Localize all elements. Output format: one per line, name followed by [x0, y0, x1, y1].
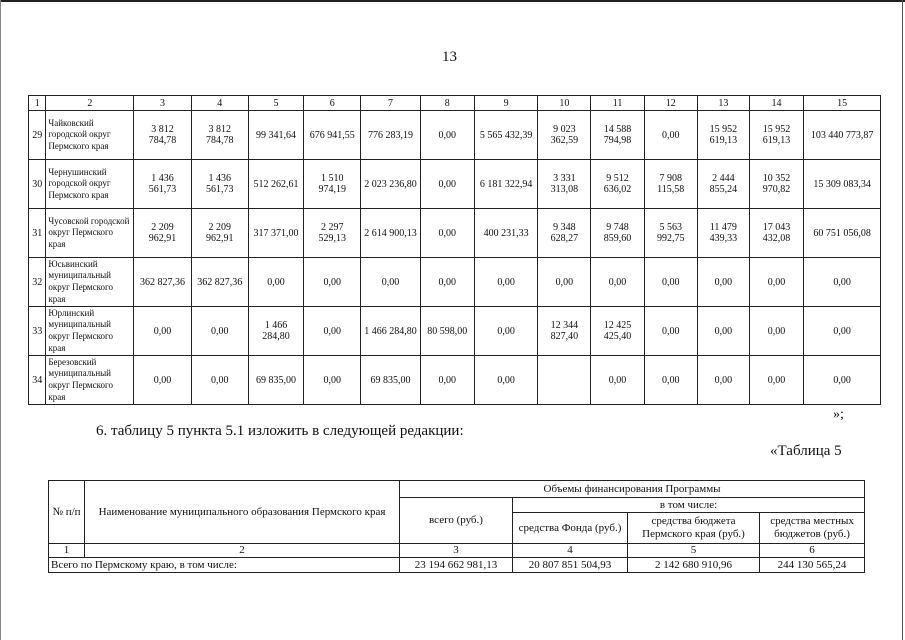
amount-cell: 0,00 — [644, 258, 697, 307]
table-row — [29, 356, 881, 405]
row-number: 31 — [29, 209, 46, 258]
amount-cell: 0,00 — [644, 111, 697, 160]
col-number-1: 1 — [49, 544, 85, 558]
table-row — [29, 307, 881, 356]
amount-cell: 0,00 — [191, 307, 248, 356]
amount-cell: 9 748 859,60 — [591, 209, 644, 258]
amount-cell: 3 331 313,08 — [538, 160, 591, 209]
amount-cell: 3 812 784,78 — [134, 111, 191, 160]
municipality-name: Юсьвинский муниципальный округ Пермского края — [46, 258, 134, 307]
col-header-local: средства местных бюджетов (руб.) — [760, 513, 865, 544]
col-header-including: в том числе: — [513, 498, 865, 513]
amount-cell: 0,00 — [804, 258, 881, 307]
table-5 — [48, 480, 865, 573]
table-title: «Таблица 5 — [770, 443, 842, 459]
amount-cell: 6 181 322,94 — [474, 160, 537, 209]
amount-cell: 103 440 773,87 — [804, 111, 881, 160]
amount-cell: 0,00 — [420, 160, 474, 209]
amount-cell: 2 297 529,13 — [304, 209, 361, 258]
municipality-name: Юрлинский муниципальный округ Пермского края — [46, 307, 134, 356]
amount-cell: 7 908 115,58 — [644, 160, 697, 209]
amount-cell: 9 023 362,59 — [538, 111, 591, 160]
amount-cell — [538, 356, 591, 405]
amount-cell: 14 588 794,98 — [591, 111, 644, 160]
amount-cell: 1 466 284,80 — [361, 307, 420, 356]
amount-cell: 0,00 — [304, 356, 361, 405]
col-number-5: 5 — [628, 544, 760, 558]
amount-cell: 0,00 — [304, 307, 361, 356]
amount-cell: 0,00 — [474, 258, 537, 307]
col-header-volume: Объемы финансирования Программы — [400, 481, 865, 498]
amount-cell: 12 425 425,40 — [591, 307, 644, 356]
row-number: 33 — [29, 307, 46, 356]
scan-left-edge — [0, 0, 1, 640]
amount-cell: 362 827,36 — [134, 258, 191, 307]
amount-cell: 0,00 — [591, 258, 644, 307]
amount-cell: 0,00 — [697, 307, 749, 356]
amount-cell: 2 444 855,24 — [697, 160, 749, 209]
amount-cell: 1 436 561,73 — [191, 160, 248, 209]
column-number: 7 — [361, 96, 420, 111]
col-number-4: 4 — [513, 544, 628, 558]
amount-cell: 512 262,61 — [248, 160, 303, 209]
col-header-name: Наименование муниципального образования Пермского края — [85, 481, 400, 544]
municipality-name: Березовский муниципальный округ Пермского края — [46, 356, 134, 405]
amount-cell: 15 952 619,13 — [697, 111, 749, 160]
amount-cell: 0,00 — [644, 356, 697, 405]
amount-cell: 0,00 — [420, 209, 474, 258]
row-number: 30 — [29, 160, 46, 209]
amount-cell: 5 563 992,75 — [644, 209, 697, 258]
amount-cell: 17 043 432,08 — [749, 209, 803, 258]
table-row — [29, 111, 881, 160]
col-number-6: 6 — [760, 544, 865, 558]
amount-cell: 2 023 236,80 — [361, 160, 420, 209]
amount-cell: 0,00 — [474, 356, 537, 405]
closing-quote: »; — [833, 407, 844, 422]
row-number: 34 — [29, 356, 46, 405]
col-header-regional: средства бюджета Пермского края (руб.) — [628, 513, 760, 544]
amount-cell: 10 352 970,82 — [749, 160, 803, 209]
amount-cell: 0,00 — [248, 258, 303, 307]
amount-cell: 5 565 432,39 — [474, 111, 537, 160]
amount-cell: 0,00 — [191, 356, 248, 405]
amount-cell: 0,00 — [591, 356, 644, 405]
table-body — [29, 96, 881, 405]
col-number-3: 3 — [400, 544, 513, 558]
amount-cell: 776 283,19 — [361, 111, 420, 160]
amount-cell: 15 952 619,13 — [749, 111, 803, 160]
scan-right-edge — [902, 0, 903, 640]
amount-cell: 0,00 — [804, 356, 881, 405]
column-number: 2 — [46, 96, 134, 111]
total-local: 244 130 565,24 — [760, 558, 865, 573]
amount-cell: 80 598,00 — [420, 307, 474, 356]
table-row — [29, 160, 881, 209]
table-row — [29, 258, 881, 307]
financing-table-continuation — [28, 95, 881, 405]
scan-top-edge — [0, 0, 905, 2]
amount-cell: 0,00 — [749, 258, 803, 307]
column-number: 14 — [749, 96, 803, 111]
column-number: 9 — [474, 96, 537, 111]
amount-cell: 0,00 — [420, 356, 474, 405]
amount-cell: 15 309 083,34 — [804, 160, 881, 209]
amount-cell: 0,00 — [804, 307, 881, 356]
table-row — [29, 209, 881, 258]
amount-cell: 0,00 — [361, 258, 420, 307]
col-header-fund: средства Фонда (руб.) — [513, 513, 628, 544]
amount-cell: 0,00 — [304, 258, 361, 307]
column-number: 13 — [697, 96, 749, 111]
amount-cell: 0,00 — [474, 307, 537, 356]
column-number: 12 — [644, 96, 697, 111]
col-number-2: 2 — [85, 544, 400, 558]
amount-cell: 0,00 — [697, 356, 749, 405]
col-header-no: № п/п — [49, 481, 85, 544]
column-number: 11 — [591, 96, 644, 111]
amount-cell: 69 835,00 — [248, 356, 303, 405]
column-number: 8 — [420, 96, 474, 111]
column-number: 4 — [191, 96, 248, 111]
amount-cell: 0,00 — [134, 356, 191, 405]
amount-cell: 12 344 827,40 — [538, 307, 591, 356]
column-number: 6 — [304, 96, 361, 111]
column-number: 5 — [248, 96, 303, 111]
column-number-row — [29, 96, 881, 111]
row-number: 29 — [29, 111, 46, 160]
amount-cell: 0,00 — [420, 258, 474, 307]
amount-cell: 9 348 628,27 — [538, 209, 591, 258]
amount-cell: 2 209 962,91 — [134, 209, 191, 258]
amount-cell: 0,00 — [644, 307, 697, 356]
amount-cell: 0,00 — [697, 258, 749, 307]
municipality-name: Чернушинский городской округ Пермского края — [46, 160, 134, 209]
column-number: 10 — [538, 96, 591, 111]
amount-cell: 3 812 784,78 — [191, 111, 248, 160]
amount-cell: 0,00 — [538, 258, 591, 307]
amount-cell: 1 510 974,19 — [304, 160, 361, 209]
amount-cell: 60 751 056,08 — [804, 209, 881, 258]
column-number: 1 — [29, 96, 46, 111]
amount-cell: 2 209 962,91 — [191, 209, 248, 258]
amount-cell: 99 341,64 — [248, 111, 303, 160]
amendment-paragraph: 6. таблицу 5 пункта 5.1 изложить в следующей редакции: — [96, 423, 464, 439]
col-header-total: всего (руб.) — [400, 498, 513, 544]
amount-cell: 0,00 — [749, 307, 803, 356]
total-all: 23 194 662 981,13 — [400, 558, 513, 573]
amount-cell: 400 231,33 — [474, 209, 537, 258]
amount-cell: 2 614 900,13 — [361, 209, 420, 258]
column-number: 15 — [804, 96, 881, 111]
municipality-name: Чайковский городской округ Пермского края — [46, 111, 134, 160]
column-number: 3 — [134, 96, 191, 111]
amount-cell: 1 436 561,73 — [134, 160, 191, 209]
row-number: 32 — [29, 258, 46, 307]
total-regional: 2 142 680 910,96 — [628, 558, 760, 573]
amount-cell: 1 466 284,80 — [248, 307, 303, 356]
amount-cell: 362 827,36 — [191, 258, 248, 307]
amount-cell: 0,00 — [420, 111, 474, 160]
total-fund: 20 807 851 504,93 — [513, 558, 628, 573]
amount-cell: 9 512 636,02 — [591, 160, 644, 209]
amount-cell: 11 479 439,33 — [697, 209, 749, 258]
amount-cell: 0,00 — [134, 307, 191, 356]
amount-cell: 0,00 — [749, 356, 803, 405]
amount-cell: 676 941,55 — [304, 111, 361, 160]
total-row-label: Всего по Пермскому краю, в том числе: — [49, 558, 400, 573]
municipality-name: Чусовской городской округ Пермского края — [46, 209, 134, 258]
page-number: 13 — [442, 49, 457, 65]
amount-cell: 317 371,00 — [248, 209, 303, 258]
amount-cell: 69 835,00 — [361, 356, 420, 405]
